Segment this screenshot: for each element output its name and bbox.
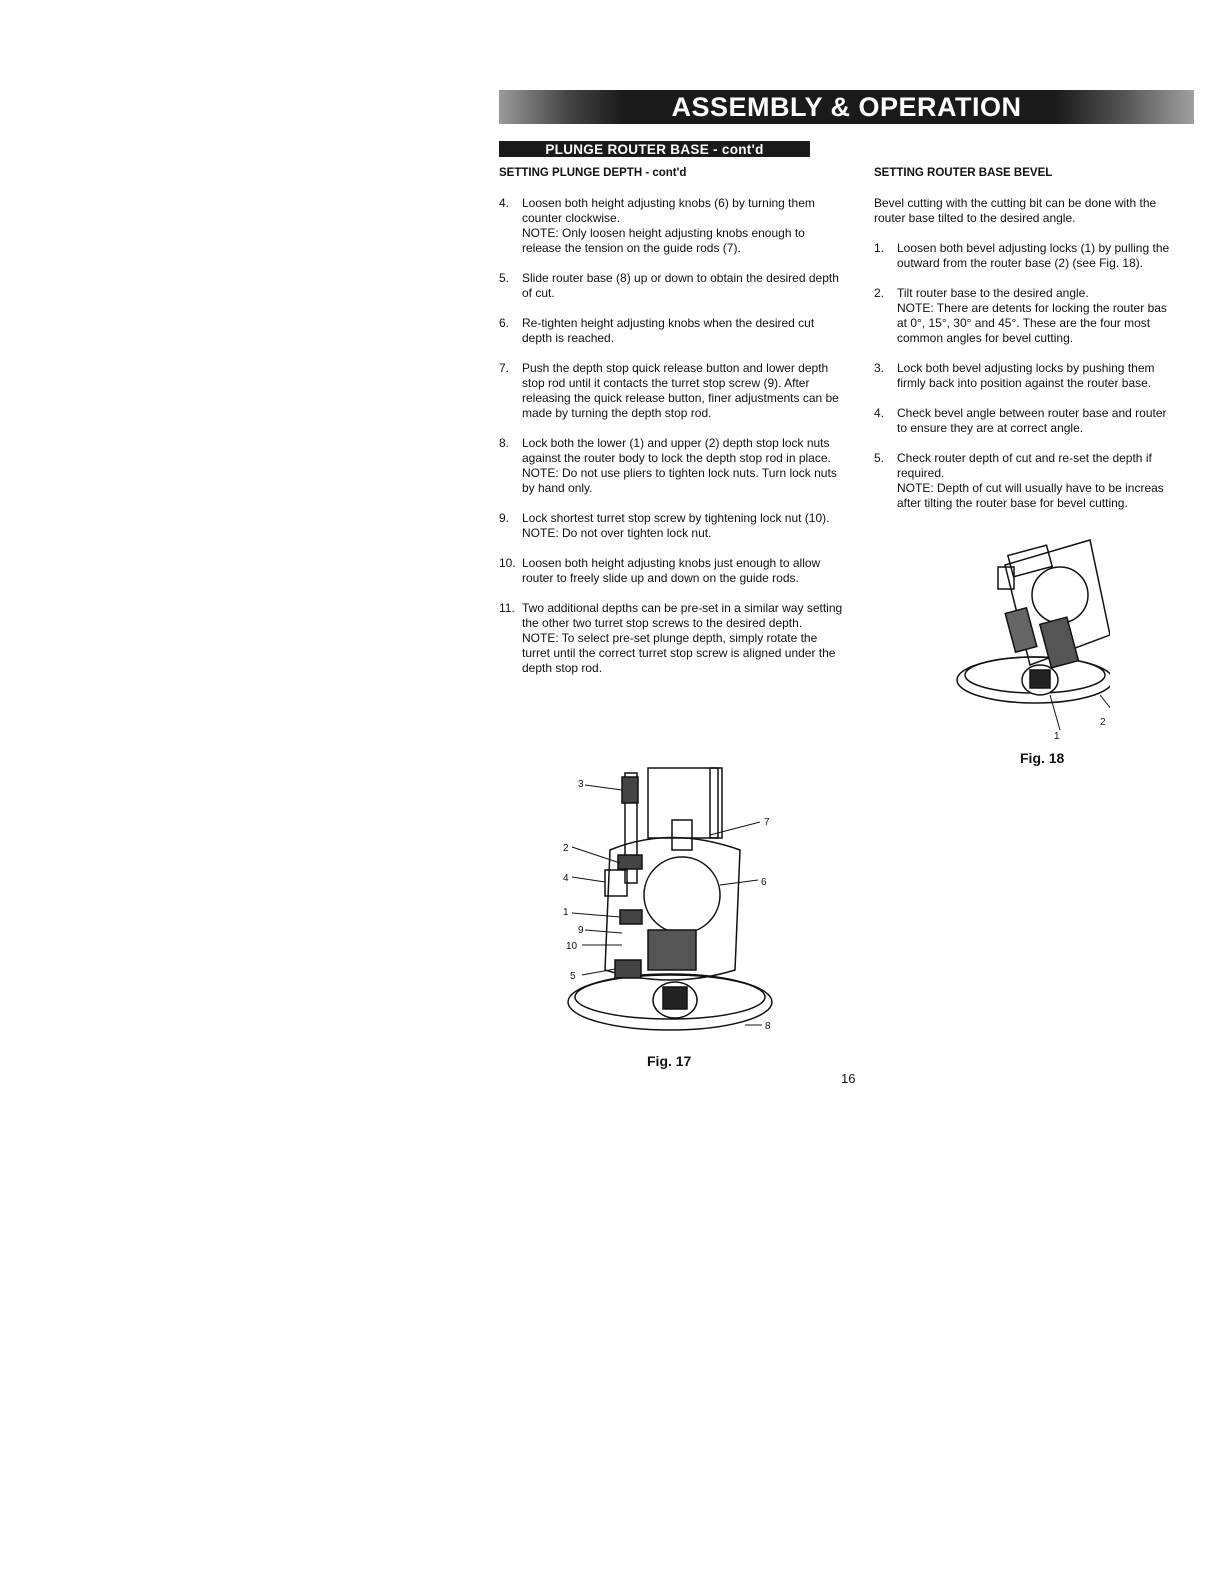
step-item bbox=[499, 316, 844, 346]
callout-3: 3 bbox=[578, 779, 584, 790]
step-item bbox=[499, 271, 844, 301]
step-number: 5. bbox=[499, 271, 510, 285]
section-title: ASSEMBLY & OPERATION bbox=[671, 91, 1022, 122]
step-item bbox=[874, 241, 1194, 271]
callout-4: 4 bbox=[563, 873, 569, 884]
step-number: 5. bbox=[874, 451, 885, 465]
step-item bbox=[499, 556, 844, 586]
fig-18-caption: Fig. 18 bbox=[1020, 750, 1065, 766]
step-line: NOTE: Depth of cut will usually have to be increas bbox=[897, 481, 1164, 495]
step-number: 6. bbox=[499, 316, 510, 330]
step-text bbox=[897, 286, 1194, 346]
step-number: 11. bbox=[499, 601, 515, 615]
step-line: Re-tighten height adjusting knobs when the desired cut depth is reached. bbox=[522, 316, 815, 345]
step-item bbox=[499, 601, 844, 676]
step-line: after tilting the router base for bevel cutting. bbox=[897, 496, 1128, 510]
step-line: required. bbox=[897, 466, 945, 480]
step-line: Loosen both height adjusting knobs (6) by turning them counter clockwise. bbox=[522, 196, 815, 225]
step-text bbox=[522, 601, 844, 676]
step-line: Tilt router base to the desired angle. bbox=[897, 286, 1089, 300]
step-line: Loosen both bevel adjusting locks (1) by pulling the bbox=[897, 241, 1170, 255]
step-number: 9. bbox=[499, 511, 510, 525]
callout-1: 1 bbox=[563, 907, 569, 918]
step-text bbox=[897, 241, 1194, 271]
step-line: Lock both the lower (1) and upper (2) depth stop lock nuts against the router body to lock the depth stop rod in place. bbox=[522, 436, 831, 465]
step-line: Loosen both height adjusting knobs just enough to allow router to freely slide up and down on the guide rods. bbox=[522, 556, 821, 585]
step-line: NOTE: Do not over tighten lock nut. bbox=[522, 526, 712, 540]
callout-7: 7 bbox=[764, 817, 770, 828]
step-line: outward from the router base (2) (see Fig. 18). bbox=[897, 256, 1144, 270]
step-text bbox=[897, 361, 1194, 391]
left-heading: SETTING PLUNGE DEPTH - cont'd bbox=[499, 167, 687, 179]
fig-17-illustration bbox=[560, 765, 785, 1040]
right-intro bbox=[874, 196, 1194, 226]
step-text bbox=[897, 451, 1194, 511]
callout-10: 10 bbox=[566, 941, 578, 952]
step-line: Lock shortest turret stop screw by tightening lock nut (10). bbox=[522, 511, 830, 525]
height-adjusting-knob bbox=[644, 857, 720, 933]
step-line: NOTE: There are detents for locking the router bas bbox=[897, 301, 1167, 315]
step-number: 2. bbox=[874, 286, 885, 300]
right-heading: SETTING ROUTER BASE BEVEL bbox=[874, 167, 1053, 179]
step-item bbox=[499, 511, 844, 541]
step-line: Slide router base (8) up or down to obtain the desired depth of cut. bbox=[522, 271, 839, 300]
step-item bbox=[874, 286, 1194, 346]
step-line: NOTE: Only loosen height adjusting knobs enough to release the tension on the guide rods (7). bbox=[522, 226, 805, 255]
callout-2: 2 bbox=[1100, 717, 1106, 728]
step-item bbox=[874, 451, 1194, 511]
height-adjusting-knob bbox=[1032, 567, 1088, 623]
page-number: 16 bbox=[841, 1071, 856, 1086]
step-number: 8. bbox=[499, 436, 510, 450]
step-text bbox=[522, 436, 844, 496]
step-number: 4. bbox=[499, 196, 510, 210]
fig-18-illustration bbox=[950, 525, 1110, 740]
step-line: Push the depth stop quick release button and lower depth stop rod until it contacts the turret stop screw (9). After releasing the quick release button, finer adjustments can be made by turning the depth stop rod. bbox=[522, 361, 839, 420]
step-number: 7. bbox=[499, 361, 510, 375]
step-text bbox=[522, 361, 844, 421]
intro-line: Bevel cutting with the cutting bit can be done with the bbox=[874, 196, 1157, 210]
callout-9: 9 bbox=[578, 925, 584, 936]
callout-8: 8 bbox=[765, 1021, 771, 1032]
section-banner bbox=[499, 90, 1194, 124]
step-line: Lock both bevel adjusting locks by pushing them bbox=[897, 361, 1155, 375]
step-line: Check router depth of cut and re-set the depth if bbox=[897, 451, 1152, 465]
step-number: 1. bbox=[874, 241, 885, 255]
step-text bbox=[522, 196, 844, 256]
step-item bbox=[499, 436, 844, 496]
step-line: at 0°, 15°, 30° and 45°. These are the four most bbox=[897, 316, 1151, 330]
callout-5: 5 bbox=[570, 971, 576, 982]
step-text bbox=[522, 316, 844, 346]
step-item bbox=[874, 406, 1194, 436]
step-line: Check bevel angle between router base and router bbox=[897, 406, 1167, 420]
step-item bbox=[874, 361, 1194, 391]
step-item bbox=[499, 361, 844, 421]
motor-housing bbox=[648, 768, 718, 838]
step-number: 10. bbox=[499, 556, 516, 570]
step-line: NOTE: To select pre-set plunge depth, simply rotate the turret until the correct turret stop screw is aligned under the depth stop rod. bbox=[522, 631, 836, 675]
step-line: NOTE: Do not use pliers to tighten lock nuts. Turn lock nuts by hand only. bbox=[522, 466, 837, 495]
step-line: common angles for bevel cutting. bbox=[897, 331, 1074, 345]
subsection-title: PLUNGE ROUTER BASE - cont'd bbox=[545, 141, 764, 157]
left-steps-list bbox=[499, 196, 844, 676]
fig-17-caption: Fig. 17 bbox=[647, 1053, 692, 1069]
right-column bbox=[874, 166, 1194, 526]
step-line: to ensure they are at correct angle. bbox=[897, 421, 1084, 435]
step-text bbox=[897, 406, 1194, 436]
callout-6: 6 bbox=[761, 877, 767, 888]
step-text bbox=[522, 556, 844, 586]
step-text bbox=[522, 511, 844, 541]
step-line: Two additional depths can be pre-set in a similar way setting the other two turret stop screws to the desired depth. bbox=[522, 601, 843, 630]
callout-1: 1 bbox=[1054, 731, 1060, 740]
step-text bbox=[522, 271, 844, 301]
subsection-banner bbox=[499, 141, 810, 157]
callout-2: 2 bbox=[563, 843, 569, 854]
step-number: 4. bbox=[874, 406, 885, 420]
left-column bbox=[499, 166, 844, 691]
step-number: 3. bbox=[874, 361, 885, 375]
step-item bbox=[499, 196, 844, 256]
right-steps-list bbox=[874, 241, 1194, 511]
step-line: firmly back into position against the router base. bbox=[897, 376, 1152, 390]
intro-line: router base tilted to the desired angle. bbox=[874, 211, 1076, 225]
